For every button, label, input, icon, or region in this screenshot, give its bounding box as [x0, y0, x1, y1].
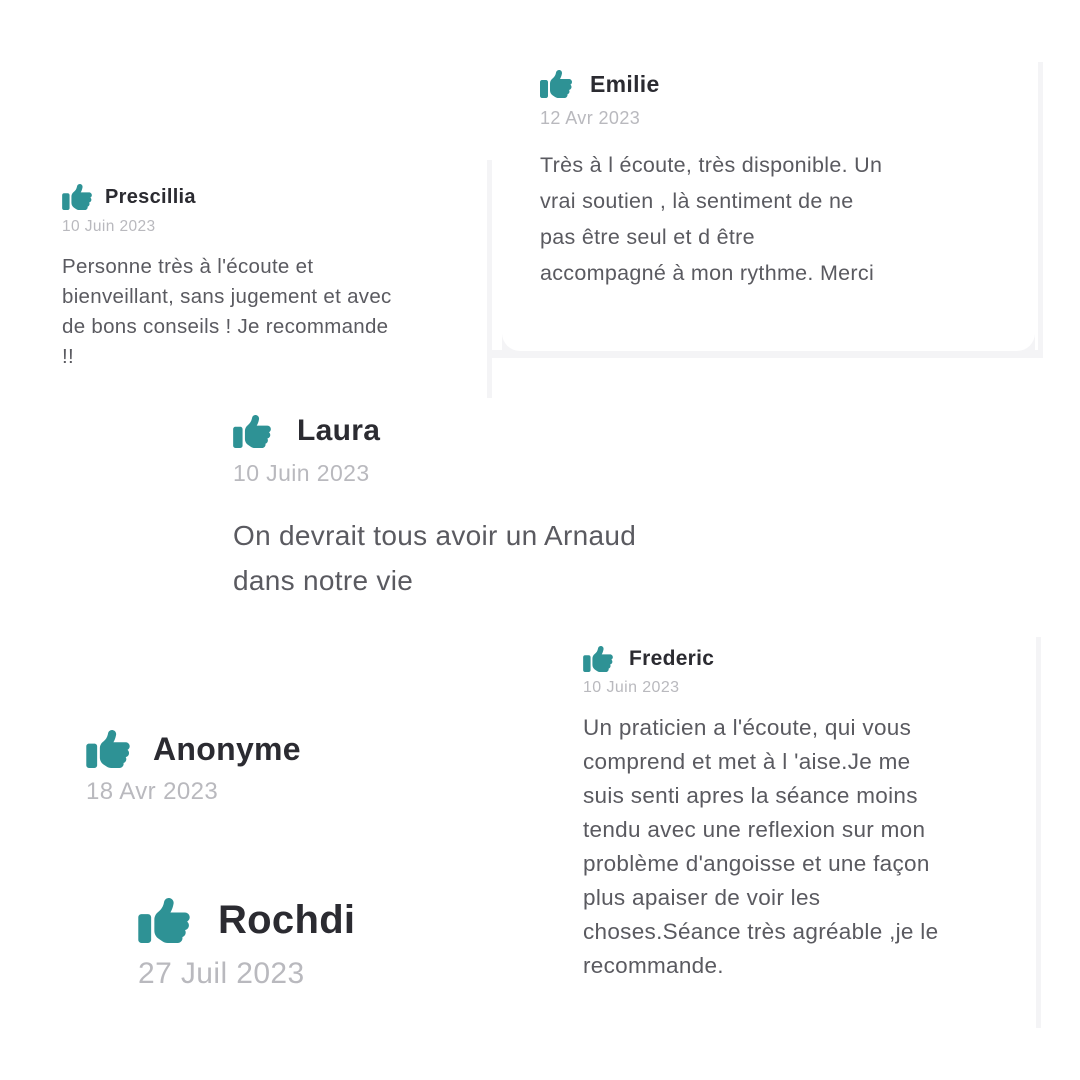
review-date: 12 Avr 2023: [540, 108, 641, 128]
card-gap-vertical-right: [1038, 62, 1043, 358]
review-body-line: vrai soutien , là sentiment de ne: [540, 189, 854, 213]
review-date: 10 Juin 2023: [583, 679, 680, 696]
emilie-card-bottom-edge: [502, 318, 1035, 351]
thumbs-up-icon: [86, 730, 130, 768]
reviewer-name: Frederic: [629, 647, 715, 670]
card-gap-horizontal: [488, 350, 1043, 358]
review-body-line: accompagné à mon rythme. Merci: [540, 261, 875, 285]
thumbs-up-icon: [138, 898, 190, 943]
review-card-prescillia: [62, 184, 492, 372]
review-body: [62, 252, 492, 372]
review-header: [62, 184, 492, 210]
review-body-line: On devrait tous avoir un Arnaud: [233, 520, 637, 551]
thumbs-up-icon: [583, 646, 613, 672]
review-body-line: Personne très à l'écoute et: [62, 255, 314, 278]
review-body: [583, 711, 1033, 983]
reviewer-name: Anonyme: [153, 730, 301, 767]
review-body-line: plus apaiser de voir les: [583, 885, 821, 910]
review-body-line: dans notre vie: [233, 565, 414, 596]
review-header: [233, 414, 733, 448]
review-card-emilie: [540, 70, 1000, 291]
reviewer-name: Rochdi: [218, 898, 356, 942]
review-card-rochdi: [138, 898, 558, 991]
review-body-line: comprend et met à l 'aise.Je me: [583, 749, 911, 774]
review-body: [233, 513, 733, 603]
card-gap-vertical-frederic: [1036, 637, 1041, 1028]
review-body-line: Un praticien a l'écoute, qui vous: [583, 715, 912, 740]
reviewer-name: Prescillia: [105, 185, 196, 208]
review-body: [540, 147, 1000, 291]
thumbs-up-icon: [233, 415, 271, 448]
review-body-line: choses.Séance très agréable ,je le: [583, 919, 939, 944]
thumbs-up-icon: [540, 70, 572, 98]
review-header: [583, 646, 1033, 672]
review-card-frederic: [583, 646, 1033, 983]
review-body-line: suis senti apres la séance moins: [583, 783, 918, 808]
review-date: 10 Juin 2023: [62, 218, 156, 235]
reviewer-name: Laura: [297, 414, 381, 447]
review-body-line: pas être seul et d être: [540, 225, 755, 249]
review-body-line: tendu avec une reflexion sur mon: [583, 817, 926, 842]
review-card-anonyme: [86, 730, 486, 806]
review-body-line: recommande.: [583, 953, 724, 978]
review-body-line: bienveillant, sans jugement et avec: [62, 285, 392, 308]
review-body-line: de bons conseils ! Je recommande: [62, 315, 389, 338]
review-body-line: problème d'angoisse et une façon: [583, 851, 930, 876]
reviewer-name: Emilie: [590, 70, 660, 97]
review-header: [138, 898, 558, 943]
review-date: 18 Avr 2023: [86, 778, 219, 805]
thumbs-up-icon: [62, 184, 92, 210]
review-header: [540, 70, 1000, 98]
review-date: 27 Juil 2023: [138, 957, 305, 990]
review-header: [86, 730, 486, 768]
review-card-laura: [233, 414, 733, 603]
review-body-line: !!: [62, 345, 74, 368]
review-date: 10 Juin 2023: [233, 460, 370, 486]
review-body-line: Très à l écoute, très disponible. Un: [540, 153, 883, 177]
